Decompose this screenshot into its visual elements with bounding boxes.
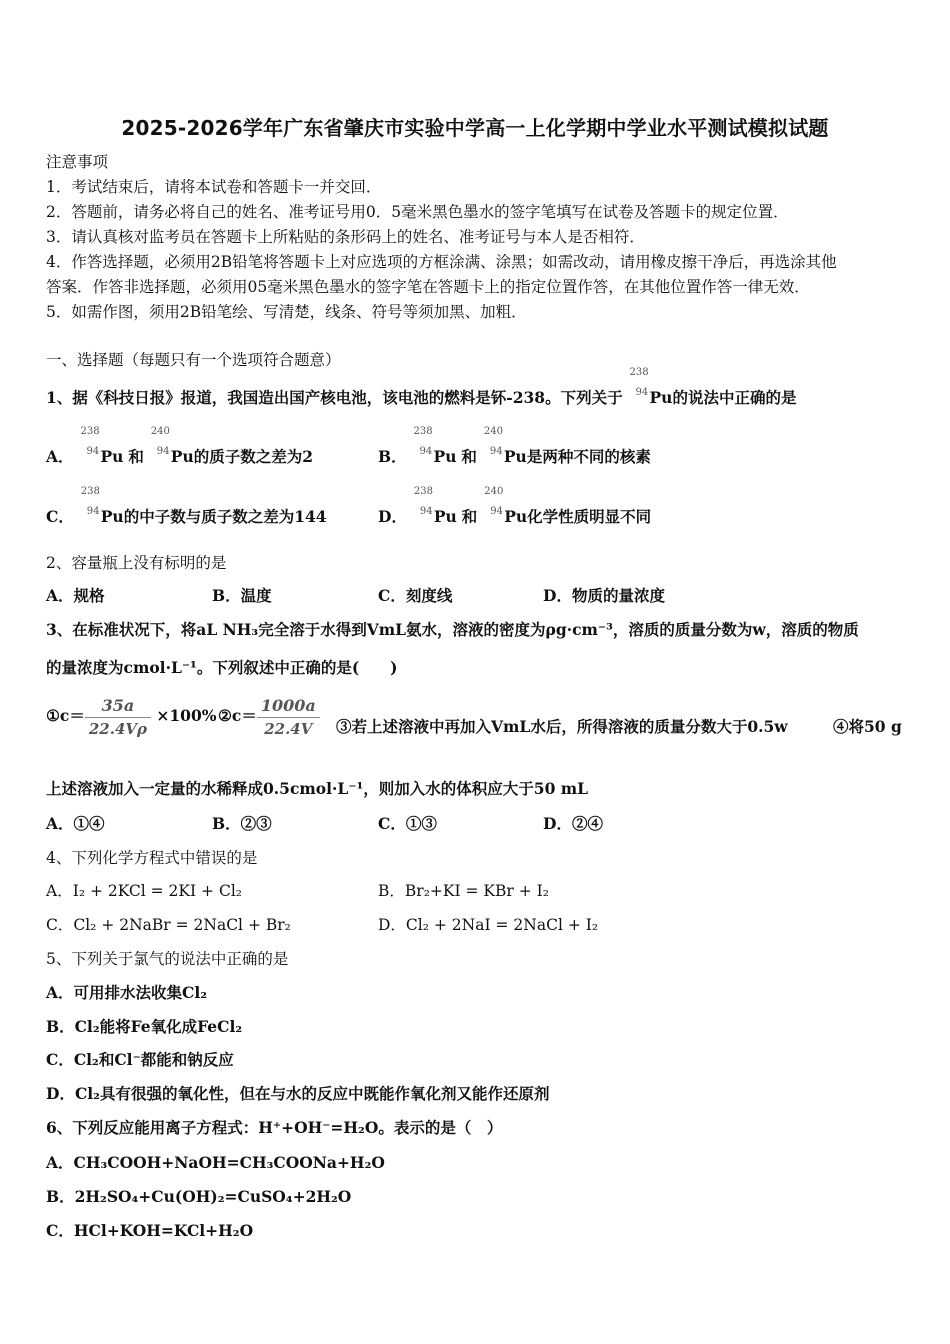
question-3-statement-3: ③若上述溶液中再加入VmL水后，所得溶液的质量分数大于0.5w	[336, 717, 788, 736]
q1-option-b[interactable]: B． 238 94 Pu 和 240 94 Pu是两种不同的核素	[378, 426, 651, 466]
q5-option-b[interactable]: B．Cl₂能将Fe氧化成FeCl₂	[46, 1017, 243, 1036]
notice-item: 4．作答选择题，必须用2B铅笔将答题卡上对应选项的方框涂满、涂黑；如需改动，请用橡皮擦干净后，再选涂其他	[46, 253, 837, 271]
notice-item: 答案．作答非选择题，必须用05毫米黑色墨水的签字笔在答题卡上的指定位置作答，在其他位置作答一律无效．	[46, 278, 810, 296]
question-3-statement-4: ④将50 g	[833, 717, 902, 736]
q4-option-c[interactable]: C．Cl₂ + 2NaBr = 2NaCl + Br₂	[46, 916, 291, 934]
q1-option-a[interactable]: A． 238 94 Pu 和 240 94 Pu的质子数之差为2	[46, 426, 314, 466]
q2-option-a[interactable]: A．规格	[46, 586, 105, 605]
q2-option-d[interactable]: D．物质的量浓度	[543, 586, 665, 605]
q3-option-a[interactable]: A．①④	[46, 814, 105, 833]
page-title: 2025-2026学年广东省肇庆市实验中学高一上化学期中学业水平测试模拟试题	[121, 116, 829, 140]
notice-item: 5．如需作图，须用2B铅笔绘、写清楚，线条、符号等须加黑、加粗．	[46, 303, 527, 321]
question-6-stem: 6、下列反应能用离子方程式：H⁺+OH⁻=H₂O。表示的是（ ）	[46, 1118, 503, 1137]
q4-option-b[interactable]: B．Br₂+KI = KBr + I₂	[378, 882, 549, 900]
question-3-stem-line4: 上述溶液加入一定量的水稀释成0.5cmol·L⁻¹，则加入水的体积应大于50 mL	[46, 779, 589, 798]
q6-option-c[interactable]: C．HCl+KOH=KCl+H₂O	[46, 1221, 254, 1240]
q3-option-b[interactable]: B．②③	[212, 814, 272, 833]
q5-option-a[interactable]: A．可用排水法收集Cl₂	[46, 983, 208, 1002]
q3-option-d[interactable]: D．②④	[543, 814, 603, 833]
q5-option-d[interactable]: D．Cl₂具有很强的氧化性，但在与水的反应中既能作氧化剂又能作还原剂	[46, 1084, 550, 1103]
fraction-2: $\frac{1000a}{22.4V}$	[257, 695, 320, 740]
nuclide-pu238: 238 94 Pu	[629, 367, 673, 407]
q6-option-b[interactable]: B．2H₂SO₄+Cu(OH)₂=CuSO₄+2H₂O	[46, 1187, 352, 1206]
question-1-stem: 1、据《科技日报》报道，我国造出国产核电池，该电池的燃料是钚-238。下列关于 238 94 Pu的说法中正确的是	[46, 367, 797, 407]
question-3-stem-line1: 3、在标准状况下，将aL NH₃完全溶于水得到VmL氨水，溶液的密度为ρg·cm⁻³，溶质的质量分数为w，溶质的物质	[46, 620, 859, 639]
q1-option-c[interactable]: C． 238 94 Pu的中子数与质子数之差为144	[46, 486, 327, 526]
q5-option-c[interactable]: C．Cl₂和Cl⁻都能和钠反应	[46, 1050, 234, 1069]
q2-option-c[interactable]: C．刻度线	[378, 586, 453, 605]
notice-heading: 注意事项	[46, 153, 109, 171]
question-2-stem: 2、容量瓶上没有标明的是	[46, 554, 227, 572]
question-3-stem-line2: 的量浓度为cmol·L⁻¹。下列叙述中正确的是( )	[46, 658, 398, 677]
fraction-1: $\frac{35a}{22.4V\rho}$	[85, 695, 151, 740]
notice-item: 3．请认真核对监考员在答题卡上所粘贴的条形码上的姓名、准考证号与本人是否相符．	[46, 228, 645, 246]
q4-option-d[interactable]: D．Cl₂ + 2NaI = 2NaCl + I₂	[378, 916, 599, 934]
question-3-statement-2: ②c＝ $\frac{1000a}{22.4V}$	[218, 694, 320, 740]
q2-option-b[interactable]: B．温度	[212, 586, 272, 605]
question-3-statements: ①c＝ $\frac{35a}{22.4V\rho}$ ×100%	[46, 695, 217, 738]
q1-option-d[interactable]: D． 238 94 Pu 和 240 94 Pu化学性质明显不同	[378, 486, 652, 526]
notice-item: 2．答题前，请务必将自己的姓名、准考证号用0．5毫米黑色墨水的签字笔填写在试卷及答题卡的规定位置．	[46, 203, 789, 221]
notice-item: 1．考试结束后，请将本试卷和答题卡一并交回．	[46, 178, 382, 196]
question-5-stem: 5、下列关于氯气的说法中正确的是	[46, 950, 289, 968]
q6-option-a[interactable]: A．CH₃COOH+NaOH=CH₃COONa+H₂O	[46, 1153, 385, 1172]
q4-option-a[interactable]: A．I₂ + 2KCl = 2KI + Cl₂	[46, 882, 242, 900]
section-heading: 一、选择题（每题只有一个选项符合题意）	[46, 351, 341, 369]
q3-option-c[interactable]: C．①③	[378, 814, 437, 833]
question-4-stem: 4、下列化学方程式中错误的是	[46, 849, 258, 867]
